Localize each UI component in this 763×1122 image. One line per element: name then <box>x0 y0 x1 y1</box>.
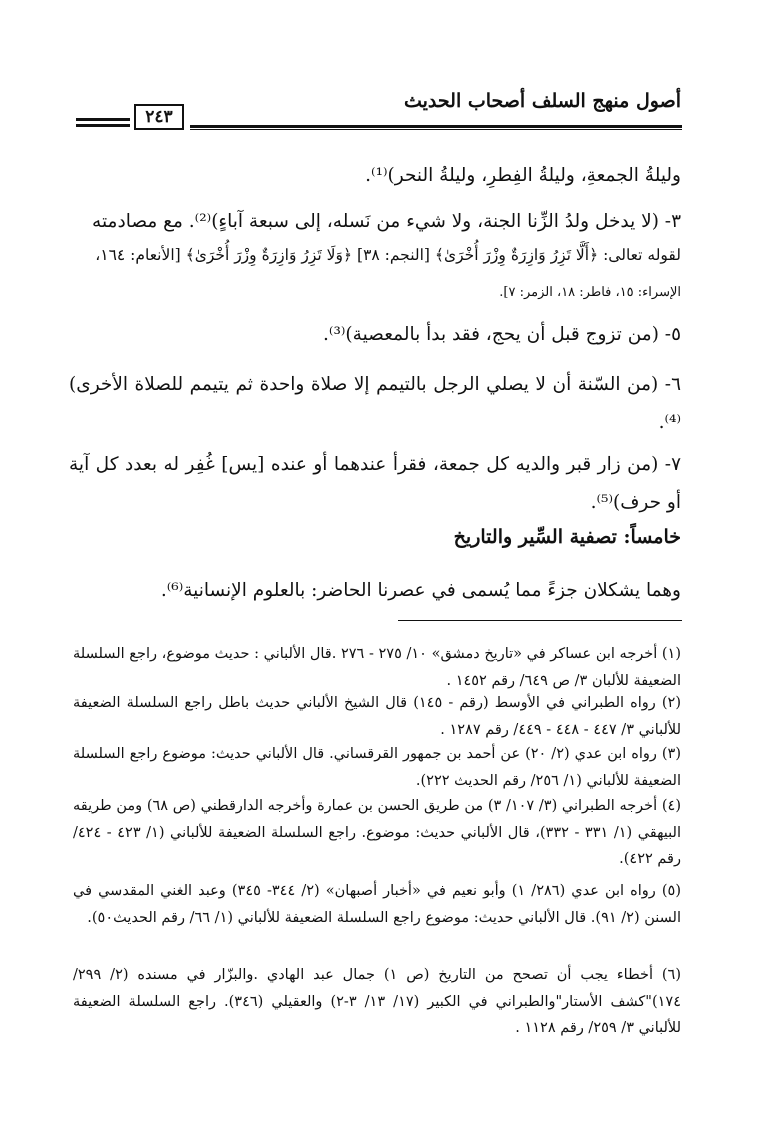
header-rule-thin <box>190 129 682 130</box>
paragraph-2-line-1: ٣- (لا يدخل ولدُ الزِّنا الجنة، ولا شيء من نَسله، إلى سبعة آباءٍ)⁽²⁾. مع مصادمته <box>92 211 681 232</box>
paragraph-1: وليلةُ الجمعةِ، وليلةُ الفِطرِ، وليلةُ النحر)⁽¹⁾. <box>365 165 681 186</box>
footnote-4: (٤) أخرجه الطبراني (٣/ ١٠٧/ ٣) من طريق الحسن بن عمارة وأخرجه الدارقطني (ص ٦٨) ومن طريقه البيهقي (١/ ٣٣١ - ٣٣٢)، قال الألباني حديث: موضوع. راجع السلسلة الضعيفة للألباني (١/ ٤٢٣ - ٤٢٤/ رقم ٤٢٢). <box>73 798 681 867</box>
header-rule <box>190 125 682 128</box>
footnote-separator <box>398 620 682 621</box>
paragraph-2-line-3: الإسراء: ١٥، فاطر: ١٨، الزمر: ٧]. <box>499 285 681 300</box>
header-left-rule-top <box>76 118 130 121</box>
paragraph-6: وهما يشكلان جزءً مما يُسمى في عصرنا الحاضر: بالعلوم الإنسانية⁽⁶⁾. <box>160 580 681 601</box>
header-left-rule-bottom <box>76 124 130 127</box>
paragraph-5: ٧- (من زار قبر والديه كل جمعة، فقرأ عندهما أو عنده [يس] غُفِر له بعدد كل آية أو حرف)⁽⁵⁾. <box>69 454 681 513</box>
paragraph-4: ٦- (من السّنة أن لا يصلي الرجل بالتيمم إلا صلاة واحدة ثم يتيمم للصلاة الأخرى)⁽⁴⁾. <box>69 374 681 433</box>
footnote-1: (١) أخرجه ابن عساكر في «تاريخ دمشق» ١٠/ ٢٧٥ - ٢٧٦ .قال الألباني : حديث موضوع، راجع السلسلة الضعيفة للألبان ٣/ ص ٦٤٩/ رقم ١٤٥٢ . <box>73 646 682 689</box>
paragraph-2-line-2: لقوله تعالى: ﴿أَلَّا تَزِرُ وَازِرَةٌ وِزْرَ أُخْرَىٰ﴾ [النجم: ٣٨] ﴿وَلَا تَزِرُ وَازِرَةٌ وِزْرَ أُخْرَىٰ﴾ [الأنعام: ١٦٤، <box>95 246 681 264</box>
footnote-2: (٢) رواه الطبراني في الأوسط (رقم - ١٤٥) قال الشيخ الألباني حديث باطل راجع السلسلة الضعيفة للألباني ٣/ ٤٤٧ - ٤٤٨ - ٤٤٩/ رقم ١٢٨٧ . <box>73 695 681 738</box>
running-header-title: أصول منهج السلف أصحاب الحديث <box>403 90 681 112</box>
footnote-5: (٥) رواه ابن عدي (٢٨٦/ ١) وأبو نعيم في «أخبار أصبهان» (٢/ ٣٤٤- ٣٤٥) وعبد الغني المقدسي في السنن (٢/ ٩١). قال الألباني حديث: موضوع راجع السلسلة الضعيفة للألباني (١/ ٦٦/ رقم الحديث٥٠). <box>73 883 681 926</box>
section-heading: خامساً: تصفية السِّير والتاريخ <box>453 526 681 548</box>
footnote-6: (٦) أخطاء يجب أن تصحح من التاريخ (ص ١) جمال عبد الهادي .والبزّار في مسنده (٢/ ٢٩٩/ ١٧٤)"كشف الأستار"والطبراني في الكبير (١٧/ ١٣/ ٣-٢) والعقيلي (٣٤٦). راجع السلسلة الضعيفة للألباني ٣/ ٢٥٩/ رقم ١١٢٨ . <box>73 967 682 1036</box>
footnote-3: (٣) رواه ابن عدي (٢/ ٢٠) عن أحمد بن جمهور القرقساني. قال الألباني حديث: موضوع راجع السلسلة الضعيفة للألباني (١/ ٢٥٦/ رقم الحديث ٢٢٢). <box>73 746 681 789</box>
page-number: ٢٤٣ <box>134 104 184 130</box>
paragraph-3: ٥- (من تزوج قبل أن يحج، فقد بدأ بالمعصية)⁽³⁾. <box>323 324 681 345</box>
